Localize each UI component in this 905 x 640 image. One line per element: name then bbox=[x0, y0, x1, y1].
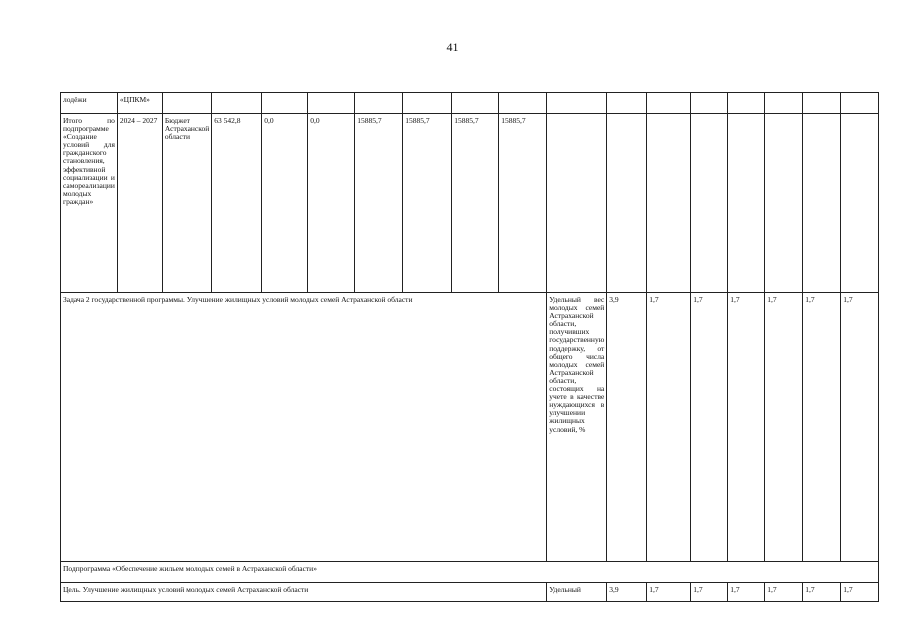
table-cell bbox=[499, 93, 547, 114]
table-cell bbox=[765, 93, 803, 114]
task-value-5: 1,7 bbox=[803, 293, 841, 562]
table-cell bbox=[162, 93, 211, 114]
header-cell-org: «ЦПКМ» bbox=[117, 93, 162, 114]
table-cell bbox=[403, 93, 452, 114]
page-number: 41 bbox=[446, 40, 459, 54]
table-cell bbox=[607, 93, 647, 114]
table-cell bbox=[647, 114, 691, 293]
table-cell bbox=[841, 114, 879, 293]
total-value-2024: 0,0 bbox=[262, 114, 308, 293]
goal-value-4: 1,7 bbox=[765, 583, 803, 602]
task-indicator: Удельный вес молодых семей Астраханской области, получивших государственную поддержку, от общего числа молодых семей Астраханской области, состоящих на учете в качестве нуждающихся в улучшении жилищных условий, % bbox=[547, 293, 607, 562]
table-cell bbox=[691, 93, 728, 114]
goal-value-2: 1,7 bbox=[691, 583, 728, 602]
goal-value-3: 1,7 bbox=[728, 583, 765, 602]
header-row bbox=[61, 93, 879, 114]
table-cell bbox=[647, 93, 691, 114]
total-value-2027: 15885,7 bbox=[403, 114, 452, 293]
goal-label: Цель. Улучшение жилищных условий молодых семей Астраханской области bbox=[61, 583, 547, 602]
table-cell bbox=[728, 114, 765, 293]
task-value-3: 1,7 bbox=[728, 293, 765, 562]
total-row bbox=[61, 114, 879, 293]
task-label: Задача 2 государственной программы. Улучшение жилищных условий молодых семей Астраханской области bbox=[61, 293, 547, 562]
table-cell bbox=[547, 93, 607, 114]
header-cell-executor: лодёжи bbox=[61, 93, 118, 114]
total-value-col10: 15885,7 bbox=[499, 114, 547, 293]
goal-value-base: 3,9 bbox=[607, 583, 647, 602]
task-value-2: 1,7 bbox=[691, 293, 728, 562]
total-value-2026: 15885,7 bbox=[355, 114, 403, 293]
table-cell bbox=[262, 93, 308, 114]
task-row bbox=[61, 293, 879, 562]
goal-row bbox=[61, 583, 879, 602]
goal-value-5: 1,7 bbox=[803, 583, 841, 602]
goal-value-1: 1,7 bbox=[647, 583, 691, 602]
task-value-6: 1,7 bbox=[841, 293, 879, 562]
table-cell bbox=[212, 93, 262, 114]
table-cell bbox=[452, 93, 499, 114]
table-cell bbox=[803, 114, 841, 293]
total-period: 2024 – 2027 bbox=[117, 114, 162, 293]
total-source: Бюджет Астраханской области bbox=[162, 114, 211, 293]
table-cell bbox=[308, 93, 355, 114]
subprogram-row bbox=[61, 562, 879, 583]
table-cell bbox=[547, 114, 607, 293]
total-value-2025: 0,0 bbox=[308, 114, 355, 293]
goal-value-6: 1,7 bbox=[841, 583, 879, 602]
table-cell bbox=[607, 114, 647, 293]
task-value-4: 1,7 bbox=[765, 293, 803, 562]
task-value-base: 3,9 bbox=[607, 293, 647, 562]
task-value-1: 1,7 bbox=[647, 293, 691, 562]
table-cell bbox=[765, 114, 803, 293]
goal-indicator: Удельный bbox=[547, 583, 607, 602]
table-cell bbox=[691, 114, 728, 293]
total-label: Итого по подпрограмме «Создание условий для гражданского становления, эффективной социализации и самореализации молодых граждан» bbox=[61, 114, 118, 293]
table-cell bbox=[841, 93, 879, 114]
table-cell bbox=[803, 93, 841, 114]
subprogram-label: Подпрограмма «Обеспечение жильем молодых семей в Астраханской области» bbox=[61, 562, 879, 583]
table-cell bbox=[355, 93, 403, 114]
total-value-col9: 15885,7 bbox=[452, 114, 499, 293]
program-table bbox=[60, 92, 879, 602]
table-cell bbox=[728, 93, 765, 114]
total-value-sum: 63 542,8 bbox=[212, 114, 262, 293]
